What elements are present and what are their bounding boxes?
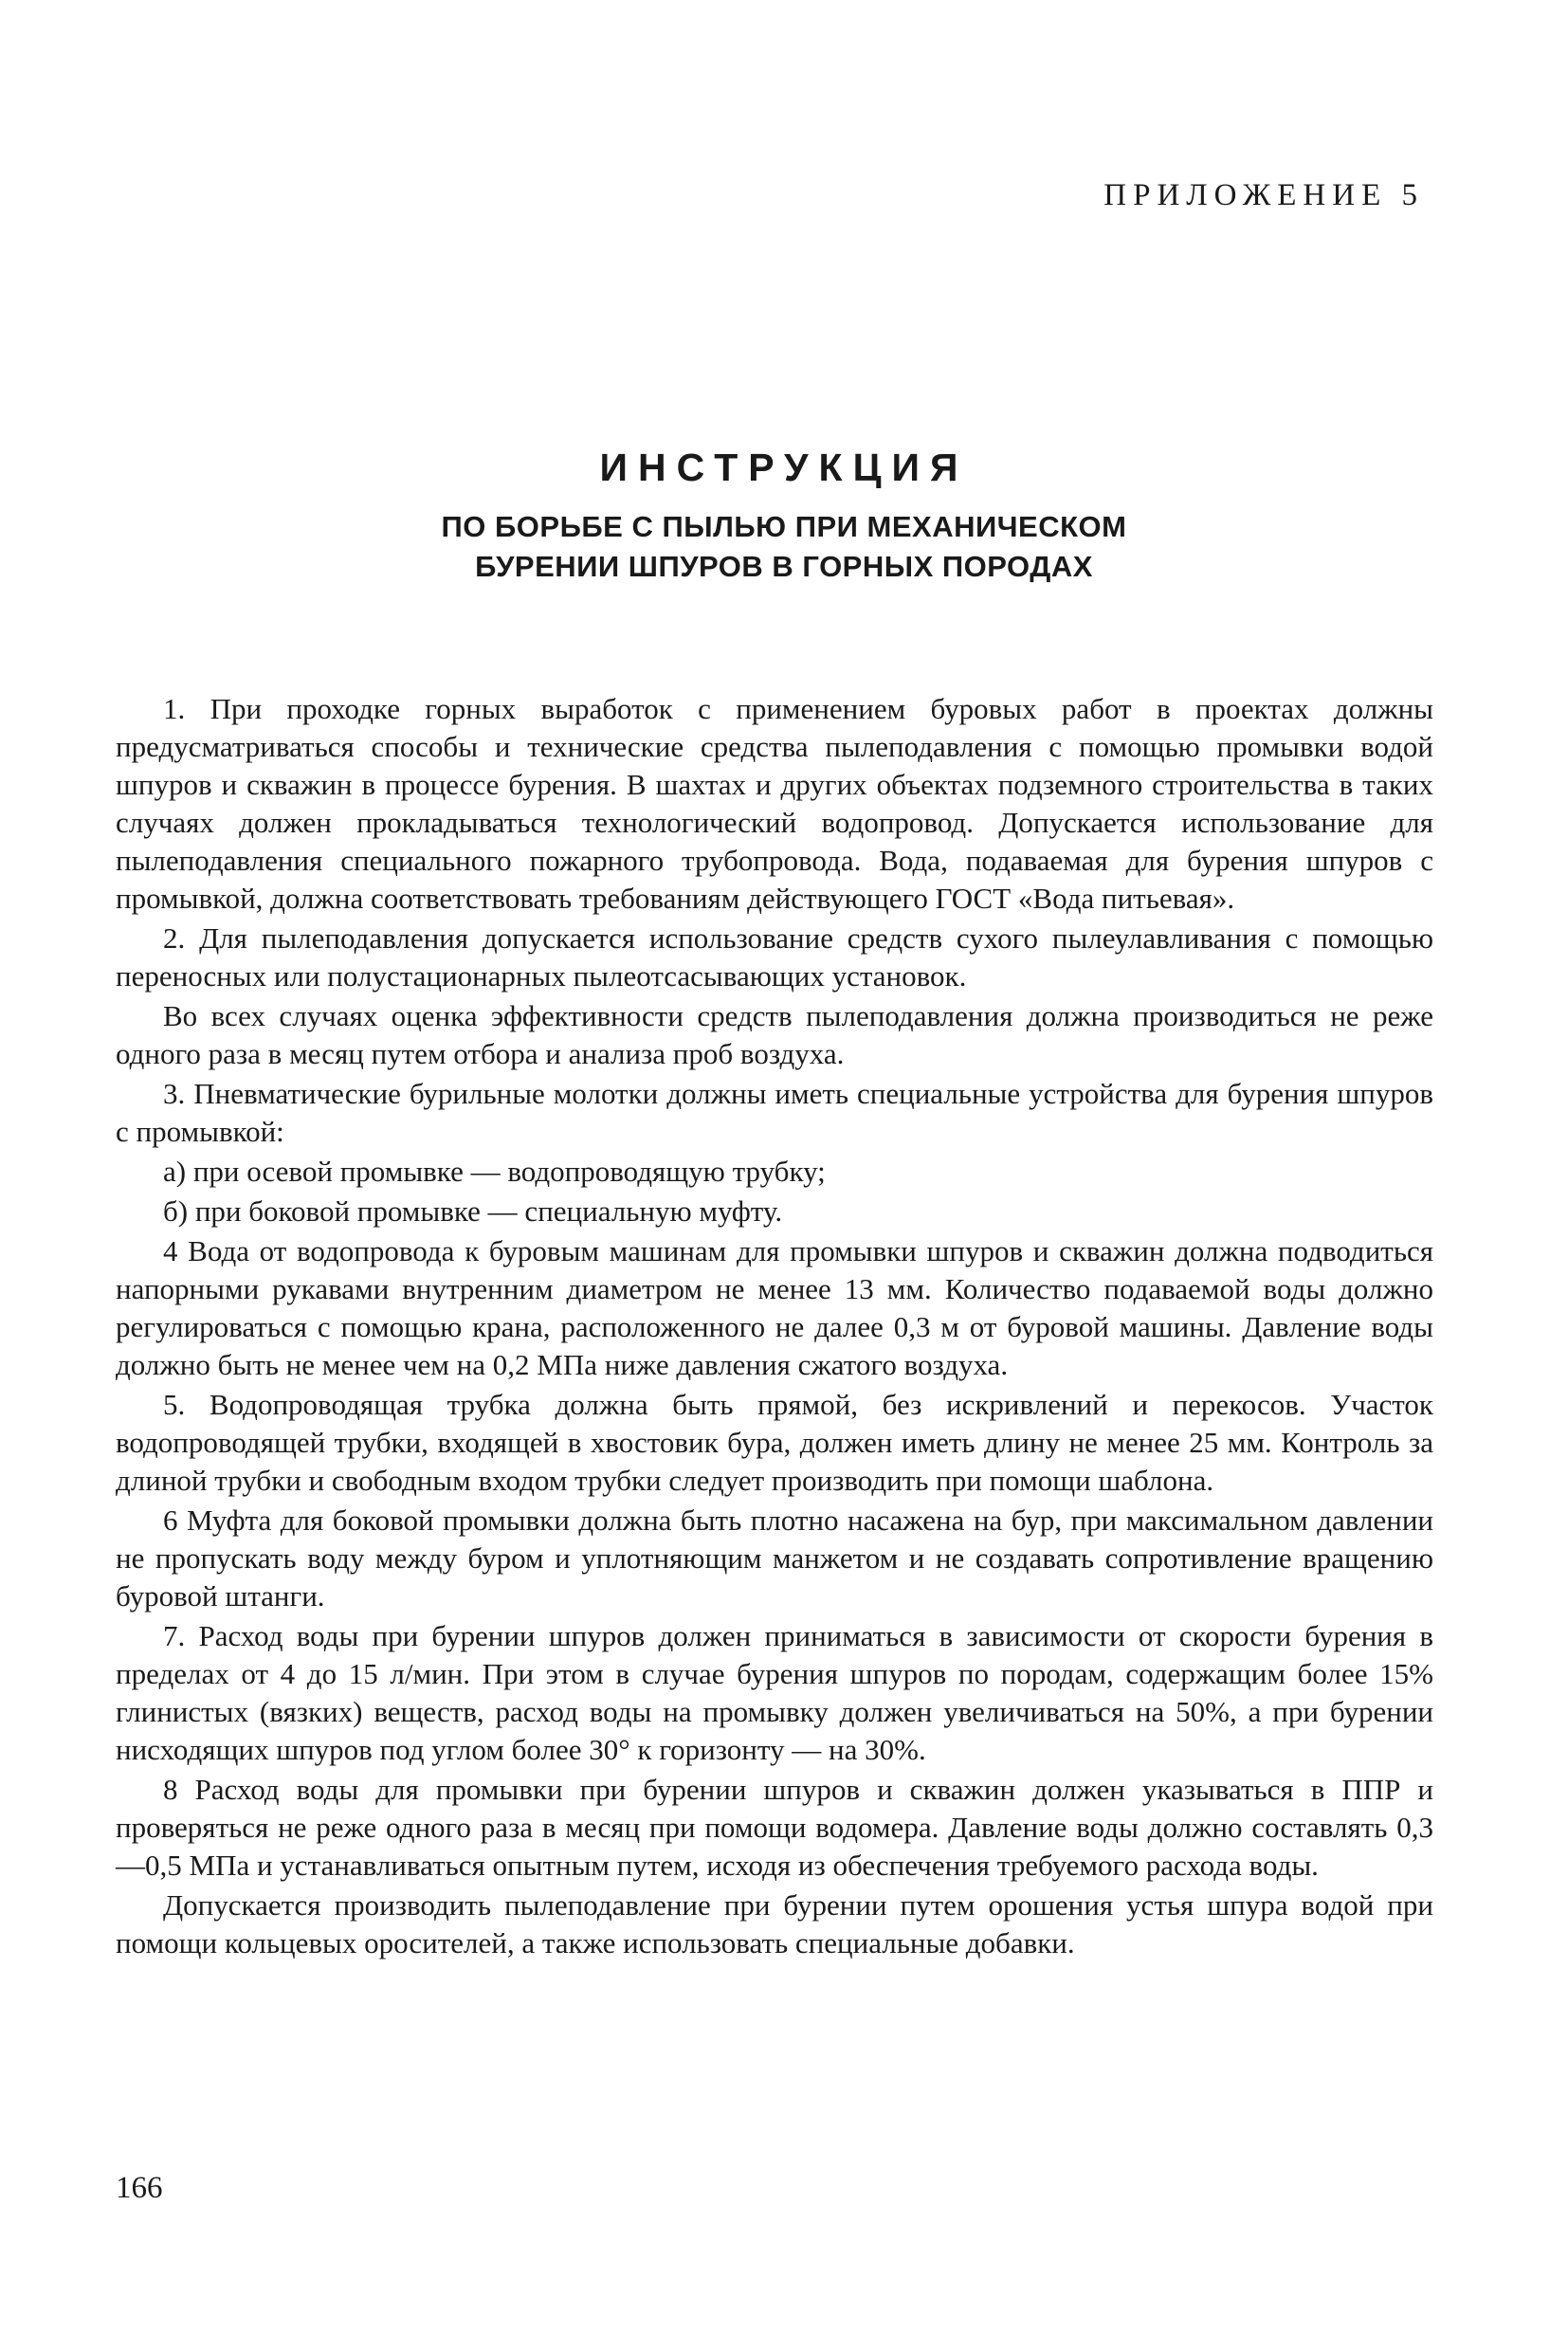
paragraph-7: 7. Расход воды при бурении шпуров должен приниматься в зависимости от скорости бурения в пределах от 4 до 15 л/мин. При этом в случае бурения шпуров по породам, содержащим более 15% глинистых (вязких) веществ, расход воды на промывку должен увеличиваться на 50%, а при бурении нисходящих шпуров под углом более 30° к горизонту — на 30%.: [116, 1619, 1433, 1766]
title-subtitle-line-2: БУРЕНИИ ШПУРОВ В ГОРНЫХ ПОРОДАХ: [475, 550, 1093, 583]
list-item-a: а) при осевой промывке — водопроводящую трубку;: [163, 1155, 826, 1188]
paragraph-5: 5. Водопроводящая трубка должна быть прямой, без искривлений и перекосов. Участок водопроводящей трубки, входящей в хвостовик бура, должен иметь длину не менее 25 мм. Контроль за длиной трубки и свободным входом трубки следует производить при помощи шаблона.: [116, 1388, 1433, 1497]
paragraph-3: 3. Пневматические бурильные молотки должны иметь специальные устройства для бурения шпуров с промывкой:: [116, 1077, 1433, 1148]
paragraph-4: 4 Вода от водопровода к буровым машинам для промывки шпуров и скважин должна подводиться напорными рукавами внутренним диаметром не менее 13 мм. Количество подаваемой воды должно регулироваться с помощью крана, расположенного не далее 0,3 м от буровой машины. Давление воды должно быть не менее чем на 0,2 МПа ниже давления сжатого воздуха.: [116, 1234, 1433, 1381]
paragraph-8: 8 Расход воды для промывки при бурении шпуров и скважин должен указываться в ППР и проверяться не реже одного раза в месяц при помощи водомера. Давление воды должно составлять 0,3—0,5 МПа и устанавливаться опытным путем, исходя из обеспечения требуемого расхода воды.: [116, 1773, 1433, 1882]
page-number: 166: [116, 2171, 163, 2205]
title-main: ИНСТРУКЦИЯ: [599, 446, 969, 489]
paragraph-8-continuation: Допускается производить пылеподавление при бурении путем орошения устья шпура водой при помощи кольцевых оросителей, а также использовать специальные добавки.: [116, 1888, 1433, 1959]
paragraph-2-continuation: Во всех случаях оценка эффективности средств пылеподавления должна производиться не реже одного раза в месяц путем отбора и анализа проб воздуха.: [116, 999, 1433, 1070]
title-subtitle-line-1: ПО БОРЬБЕ С ПЫЛЬЮ ПРИ МЕХАНИЧЕСКОМ: [441, 510, 1127, 543]
paragraph-1: 1. При проходке горных выработок с применением буровых работ в проектах должны предусматриваться способы и технические средства пылеподавления с помощью промывки водой шпуров и скважин в процессе бурения. В шахтах и других объектах подземного строительства в таких случаях должен прокладываться технологический водопровод. Допускается использование для пылеподавления специального пожарного трубопровода. Вода, подаваемая для бурения шпуров с промывкой, должна соответствовать требованиям действующего ГОСТ «Вода питьевая».: [116, 692, 1433, 915]
document-title: [0, 446, 1568, 587]
list-item-b: б) при боковой промывке — специальную муфту.: [163, 1194, 783, 1228]
body-text: [116, 690, 1433, 1964]
appendix-label: ПРИЛОЖЕНИЕ 5: [1103, 178, 1424, 212]
paragraph-6: 6 Муфта для боковой промывки должна быть плотно насажена на бур, при максимальном давлении не пропускать воду между буром и уплотняющим манжетом и не создавать сопротивление вращению буровой штанги.: [116, 1504, 1433, 1613]
paragraph-2: 2. Для пылеподавления допускается использование средств сухого пылеулавливания с помощью переносных или полустационарных пылеотсасывающих установок.: [116, 921, 1433, 993]
